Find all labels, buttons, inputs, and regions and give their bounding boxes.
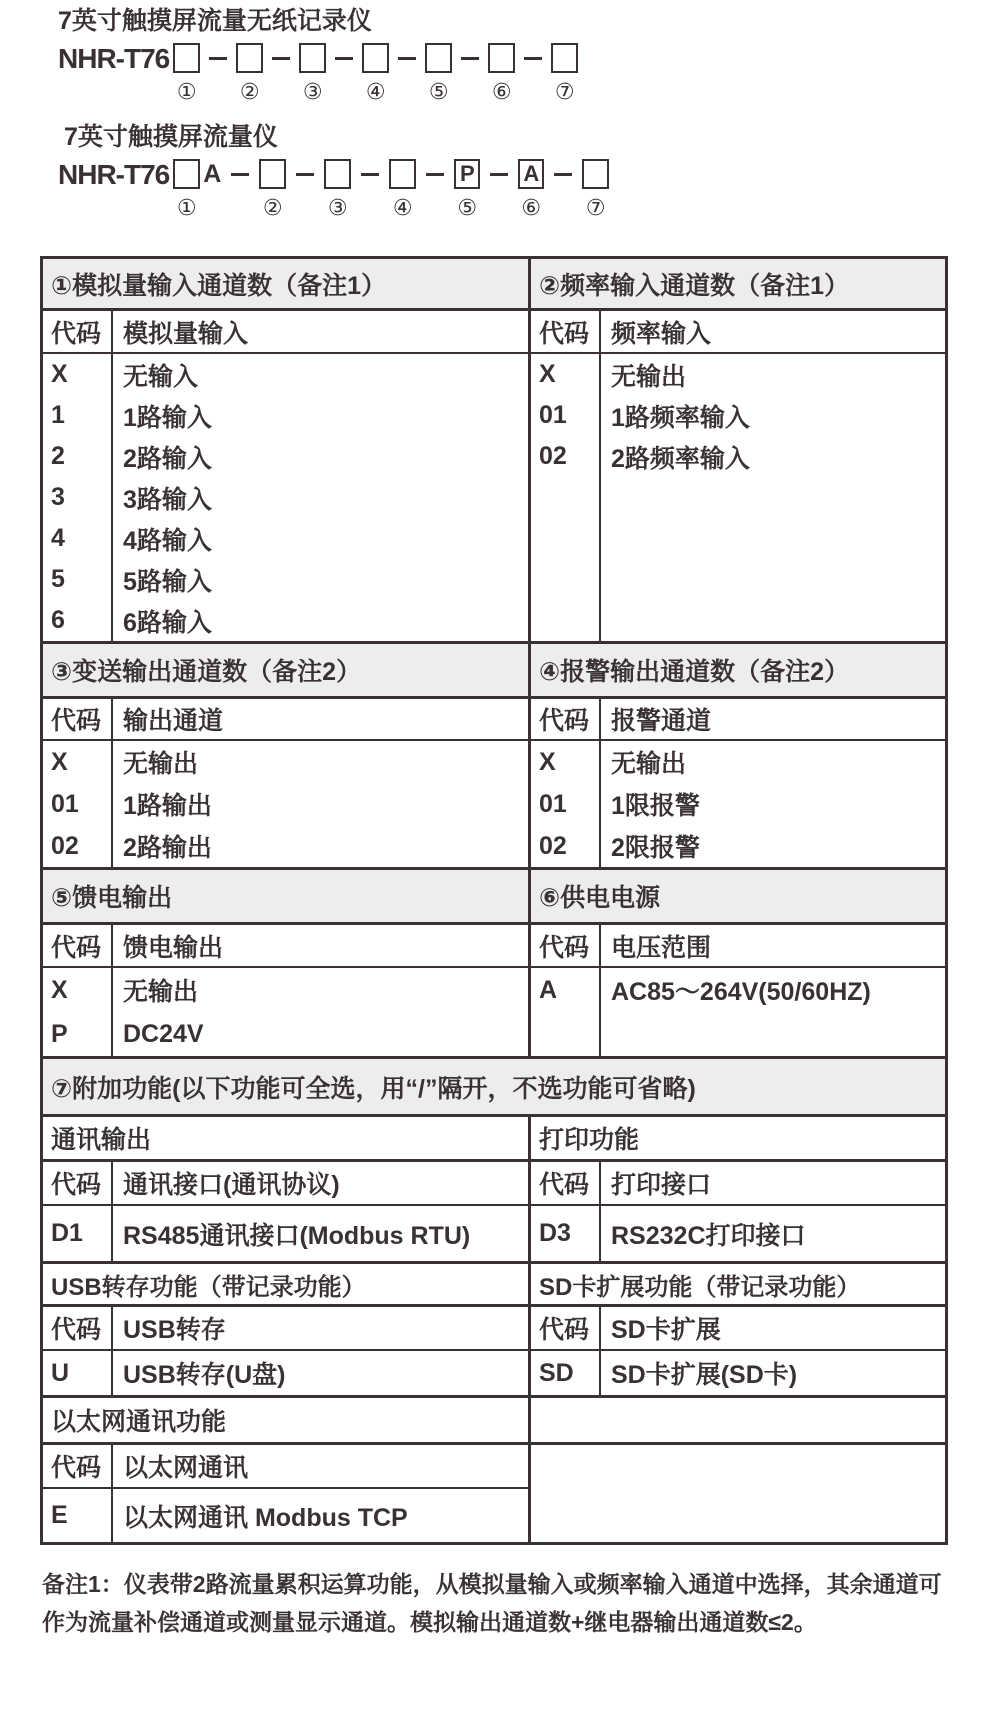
section7-title: ⑦附加功能(以下功能可全选，用“/”隔开，不选功能可省略) xyxy=(51,1074,696,1103)
model-code-row-1 xyxy=(58,43,990,104)
section6-column xyxy=(531,925,945,1056)
table-row xyxy=(43,518,528,559)
comm-header xyxy=(43,1162,531,1204)
desc-header-cell: 模拟量输入 xyxy=(123,319,249,348)
section4-title: ④报警输出通道数（备注2） xyxy=(539,658,850,686)
section2-column xyxy=(531,311,945,641)
model-code-box xyxy=(299,43,326,73)
model-slot-1-6 xyxy=(488,43,515,104)
position-circle-7: ⑦ xyxy=(554,79,575,104)
code-header-cell: 代码 xyxy=(531,925,601,966)
model-slot-1-5 xyxy=(425,43,452,104)
dash-separator xyxy=(335,57,353,61)
dash-separator xyxy=(426,173,444,177)
table-row xyxy=(531,741,945,783)
table-row xyxy=(43,783,528,825)
section-band-5-6 xyxy=(43,867,945,925)
model-slot-2-1 xyxy=(173,159,200,220)
ethernet-right-empty xyxy=(531,1445,945,1542)
code-cell-empty xyxy=(531,477,601,641)
table-row xyxy=(531,354,945,395)
column-header-row xyxy=(43,1307,945,1351)
empty-filler-row xyxy=(531,477,945,641)
code-cell: 4 xyxy=(43,518,113,559)
position-circle-2: ② xyxy=(239,79,260,104)
column-header-row xyxy=(43,925,528,968)
dash-separator xyxy=(490,173,508,177)
table-row xyxy=(43,968,528,1012)
column-header-row xyxy=(43,699,528,741)
usb-title: USB转存功能（带记录功能） xyxy=(43,1264,531,1304)
section4-column xyxy=(531,699,945,867)
section1-title: ①模拟量输入通道数（备注1） xyxy=(43,259,531,308)
desc-header-cell: 输出通道 xyxy=(123,707,224,735)
table-row xyxy=(43,477,528,518)
code-cell: 6 xyxy=(43,600,113,641)
model-slot-1-7 xyxy=(551,43,578,104)
code-cell: D1 xyxy=(43,1206,113,1261)
dash-separator xyxy=(209,57,227,61)
column-header-row xyxy=(43,311,528,354)
ethernet-column xyxy=(43,1445,531,1542)
section-band-1-2 xyxy=(43,259,945,311)
desc-cell-empty xyxy=(601,1012,945,1056)
table-row xyxy=(43,825,528,867)
section-body-3-4 xyxy=(43,699,945,867)
code-cell: X xyxy=(43,354,113,395)
comm-output-title: 通讯输出 xyxy=(43,1117,531,1159)
section6-title: ⑥供电电源 xyxy=(539,884,661,912)
product-title-1: 7英寸触摸屏流量无纸记录仪 xyxy=(58,7,372,35)
desc-cell: RS485通讯接口(Modbus RTU) xyxy=(123,1221,471,1250)
dash-separator xyxy=(296,173,314,177)
code-header-cell: 代码 xyxy=(531,1162,601,1204)
code-header-cell: 代码 xyxy=(43,1162,113,1204)
code-header-cell: 代码 xyxy=(531,699,601,739)
model-code-box xyxy=(236,43,263,73)
desc-cell: 2路输出 xyxy=(123,834,212,862)
model-code-box xyxy=(582,159,609,189)
usb-header xyxy=(43,1307,531,1349)
fixed-code-letter: A xyxy=(203,160,222,188)
dash-separator xyxy=(398,57,416,61)
dash-separator xyxy=(461,57,479,61)
code-cell: P xyxy=(43,1012,113,1056)
empty-filler-row xyxy=(531,1012,945,1056)
code-cell: SD xyxy=(531,1351,601,1395)
model-code-box xyxy=(173,43,200,73)
position-circle-5: ⑤ xyxy=(457,195,478,220)
code-header-cell: 代码 xyxy=(43,311,113,352)
code-header-cell: 代码 xyxy=(531,1307,601,1349)
desc-header-cell: 通讯接口(通讯协议) xyxy=(123,1171,340,1199)
usb-row xyxy=(43,1351,531,1395)
desc-cell: 1路输入 xyxy=(123,403,212,432)
code-cell: X xyxy=(531,741,601,783)
subsection-title-row xyxy=(43,1264,945,1307)
desc-cell-empty xyxy=(601,477,945,641)
position-circle-4: ④ xyxy=(365,79,386,104)
desc-header-cell: SD卡扩展 xyxy=(611,1316,721,1344)
code-cell: 02 xyxy=(531,825,601,867)
ethernet-title-empty-cell xyxy=(531,1398,945,1442)
dash-separator xyxy=(361,173,379,177)
sd-title: SD卡扩展功能（带记录功能） xyxy=(539,1273,861,1301)
position-circle-1: ① xyxy=(176,79,197,104)
code-cell: X xyxy=(531,354,601,395)
code-cell: D3 xyxy=(531,1206,601,1261)
code-cell: 02 xyxy=(43,825,113,867)
table-row xyxy=(531,436,945,477)
column-header-row xyxy=(531,699,945,741)
desc-cell: 无输入 xyxy=(123,362,199,391)
code-cell: A xyxy=(531,968,601,1012)
table-row xyxy=(43,436,528,477)
ethernet-body xyxy=(43,1445,945,1542)
merged-empty-cell xyxy=(531,1445,945,1542)
model-code-box-A: A xyxy=(518,159,544,189)
code-cell: 2 xyxy=(43,436,113,477)
desc-cell: SD卡扩展(SD卡) xyxy=(611,1361,798,1389)
print-function-title: 打印功能 xyxy=(539,1126,640,1154)
desc-cell: 2路输入 xyxy=(123,444,212,473)
model-slot-1-4 xyxy=(362,43,389,104)
table-row xyxy=(43,559,528,600)
position-circle-3: ③ xyxy=(302,79,323,104)
position-circle-5: ⑤ xyxy=(428,79,449,104)
selection-table xyxy=(40,256,948,1545)
code-cell: 02 xyxy=(531,436,601,477)
desc-cell: 1限报警 xyxy=(611,792,700,820)
section-body-1-2 xyxy=(43,311,945,641)
section3-column xyxy=(43,699,531,867)
desc-header-cell: 以太网通讯 xyxy=(123,1454,249,1482)
desc-cell: 以太网通讯 Modbus TCP xyxy=(123,1503,408,1532)
position-circle-6: ⑥ xyxy=(521,195,542,220)
desc-cell: 1路输出 xyxy=(123,792,212,820)
desc-cell: DC24V xyxy=(123,1019,204,1048)
code-cell: U xyxy=(43,1351,113,1395)
column-header-row xyxy=(43,1445,528,1489)
table-row xyxy=(531,783,945,825)
desc-cell: RS232C打印接口 xyxy=(611,1221,806,1250)
desc-header-cell: USB转存 xyxy=(123,1316,226,1344)
page xyxy=(0,4,990,1714)
position-circle-2: ② xyxy=(262,195,283,220)
table-row xyxy=(43,1012,528,1056)
desc-cell: 2限报警 xyxy=(611,834,700,862)
dash-separator xyxy=(554,173,572,177)
model-slot-2-7 xyxy=(582,159,609,220)
desc-cell: 无输出 xyxy=(123,978,199,1006)
table-row xyxy=(43,741,528,783)
model-code-box xyxy=(259,159,286,189)
code-cell: 1 xyxy=(43,395,113,436)
table-row xyxy=(531,968,945,1012)
model-slot-2-3 xyxy=(324,159,351,220)
model-code-box xyxy=(389,159,416,189)
model-code-box xyxy=(425,43,452,73)
desc-header-cell: 馈电输出 xyxy=(123,933,224,962)
column-header-row xyxy=(531,925,945,968)
section-band-7 xyxy=(43,1056,945,1117)
column-header-row xyxy=(531,311,945,354)
model-prefix-2: NHR-T76 xyxy=(58,159,170,190)
code-cell: 01 xyxy=(531,783,601,825)
desc-cell: AC85～264V(50/60HZ) xyxy=(611,978,871,1006)
position-circle-4: ④ xyxy=(392,195,413,220)
section3-title: ③变送输出通道数（备注2） xyxy=(43,644,531,696)
code-header-cell: 代码 xyxy=(43,699,113,739)
table-row xyxy=(43,395,528,436)
desc-cell: 无输出 xyxy=(611,750,687,778)
ethernet-title: 以太网通讯功能 xyxy=(43,1398,531,1442)
model-slot-2-6 xyxy=(518,159,544,220)
table-row xyxy=(43,1206,945,1264)
section1-column xyxy=(43,311,531,641)
model-slot-2-2 xyxy=(259,159,286,220)
desc-header-cell: 打印接口 xyxy=(611,1171,712,1199)
dash-separator xyxy=(272,57,290,61)
subsection-title-row xyxy=(43,1398,945,1445)
column-header-row xyxy=(43,1162,945,1206)
model-code-box xyxy=(362,43,389,73)
section5-title: ⑤馈电输出 xyxy=(43,870,531,922)
desc-header-cell: 频率输入 xyxy=(611,319,712,348)
code-cell: 01 xyxy=(43,783,113,825)
code-cell: X xyxy=(43,741,113,783)
desc-cell: 5路输入 xyxy=(123,567,212,596)
model-slot-1-1 xyxy=(173,43,200,104)
print-header xyxy=(531,1162,945,1204)
dash-separator xyxy=(524,57,542,61)
desc-cell: 4路输入 xyxy=(123,526,212,555)
desc-header-cell: 电压范围 xyxy=(611,933,712,962)
model-slot-2-5 xyxy=(454,159,480,220)
code-cell: 3 xyxy=(43,477,113,518)
sd-header xyxy=(531,1307,945,1349)
code-header-cell: 代码 xyxy=(531,311,601,352)
table-row xyxy=(43,354,528,395)
desc-cell: 2路频率输入 xyxy=(611,444,750,473)
desc-cell: 1路频率输入 xyxy=(611,403,750,432)
code-cell-empty xyxy=(531,1012,601,1056)
model-slot-2-4 xyxy=(389,159,416,220)
comm-row xyxy=(43,1206,531,1261)
desc-cell: 无输出 xyxy=(123,750,199,778)
desc-cell: 无输出 xyxy=(611,362,687,391)
code-cell: X xyxy=(43,968,113,1012)
footnote-note1: 备注1：仪表带2路流量累积运算功能，从模拟量输入或频率输入通道中选择，其余通道可作为流量补偿通道或测量显示通道。模拟输出通道数+继电器输出通道数≤2。 xyxy=(42,1571,942,1635)
model-prefix-1: NHR-T76 xyxy=(58,43,170,74)
table-row xyxy=(43,600,528,641)
table-row xyxy=(531,825,945,867)
table-row xyxy=(43,1351,945,1398)
subsection-title-row xyxy=(43,1117,945,1162)
model-slot-1-3 xyxy=(299,43,326,104)
code-header-cell: 代码 xyxy=(43,925,113,966)
section-body-5-6 xyxy=(43,925,945,1056)
section5-column xyxy=(43,925,531,1056)
desc-cell: 6路输入 xyxy=(123,608,212,637)
dash-separator xyxy=(231,173,249,177)
model-code-box xyxy=(173,159,200,189)
position-circle-1: ① xyxy=(176,195,197,220)
sd-row xyxy=(531,1351,945,1395)
desc-cell: 3路输入 xyxy=(123,485,212,514)
model-code-box xyxy=(324,159,351,189)
code-cell: 01 xyxy=(531,395,601,436)
section-band-3-4 xyxy=(43,641,945,699)
desc-header-cell: 报警通道 xyxy=(611,707,712,735)
model-code-box xyxy=(488,43,515,73)
section2-title: ②频率输入通道数（备注1） xyxy=(539,271,850,300)
code-header-cell: 代码 xyxy=(43,1445,113,1487)
position-circle-7: ⑦ xyxy=(585,195,606,220)
model-slot-1-2 xyxy=(236,43,263,104)
position-circle-6: ⑥ xyxy=(491,79,512,104)
desc-cell: USB转存(U盘) xyxy=(123,1361,286,1389)
product-title-2: 7英寸触摸屏流量仪 xyxy=(64,123,278,151)
table-row xyxy=(531,395,945,436)
print-row xyxy=(531,1206,945,1261)
model-code-box-P: P xyxy=(454,159,480,189)
code-cell: 5 xyxy=(43,559,113,600)
model-code-box xyxy=(551,43,578,73)
table-row xyxy=(43,1489,528,1542)
position-circle-3: ③ xyxy=(327,195,348,220)
model-code-row-2 xyxy=(58,159,990,220)
code-header-cell: 代码 xyxy=(43,1307,113,1349)
code-cell: E xyxy=(43,1489,113,1542)
